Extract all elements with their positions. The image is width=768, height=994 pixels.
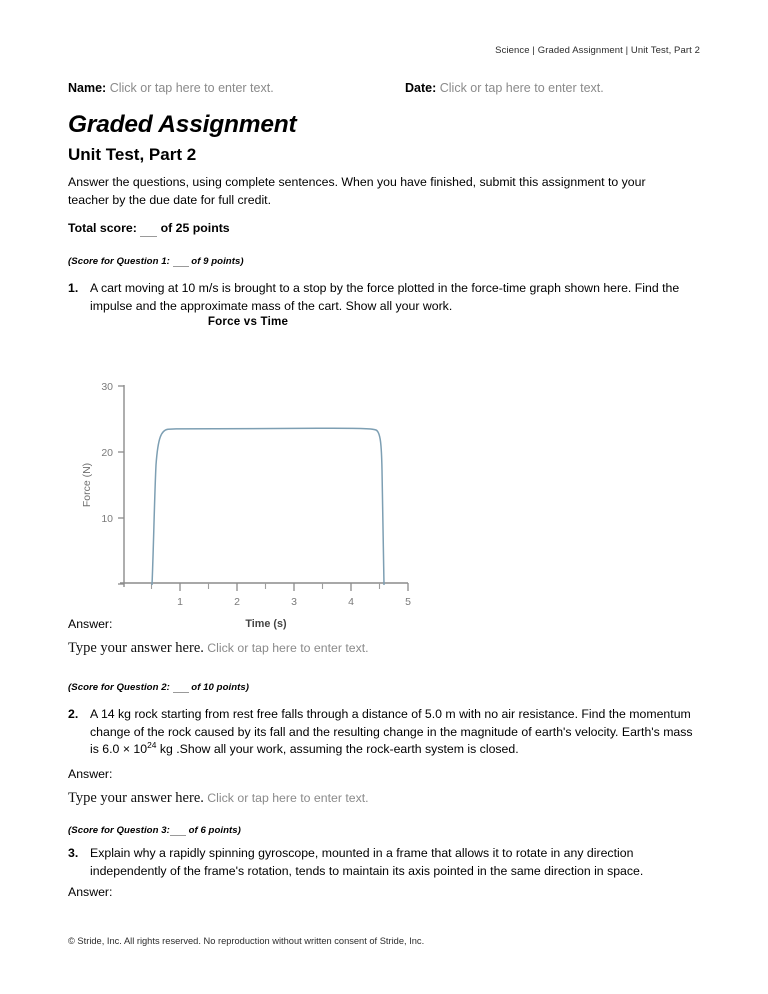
chart-x-axis-label: Time (s): [245, 618, 287, 630]
answer-label-q3: Answer:: [68, 885, 113, 899]
question-2-text-part1: A 14 kg rock starting from rest free falls through a distance of 5.0 m with no air resistance. Find the momentum change of the rock caused by its fall and the resulting change in the magnitude of earth's velocity. Earth's mass is 6.0: [90, 707, 693, 757]
question-3-number: 3.: [68, 846, 79, 860]
total-score-label: Total score:: [68, 221, 137, 235]
multiplication-sign: ×: [122, 742, 130, 757]
question-2-number: 2.: [68, 707, 79, 721]
chart-x-tick-labels: [177, 596, 411, 608]
chart-x-major-ticks: [180, 583, 408, 591]
score-q2-prefix: (Score for Question 2:: [68, 682, 170, 693]
chart-x-tick-2: 2: [234, 596, 240, 608]
copyright-footer: © Stride, Inc. All rights reserved. No reproduction without written consent of Stride, Inc.: [68, 936, 425, 946]
chart-y-tick-labels: [101, 381, 113, 525]
chart-x-tick-1: 1: [177, 596, 183, 608]
chart-force-curve: [152, 428, 384, 585]
total-score-line: [68, 220, 230, 238]
name-input-placeholder[interactable]: Click or tap here to enter text.: [109, 81, 274, 95]
question-3-text: Explain why a rapidly spinning gyroscope, mounted in a frame that allows it to rotate in any direction independently of the frame's rotation, tends to maintain its axis pointed in the same direction in space.: [90, 846, 644, 878]
score-q1-suffix: of 9 points): [191, 256, 244, 267]
total-score-suffix: of 25 points: [160, 221, 230, 235]
question-1-text: A cart moving at 10 m/s is brought to a stop by the force plotted in the force-time graph shown here. Find the impulse and the approximate mass of the cart. Show all your work.: [90, 281, 680, 313]
answer-entry-q1[interactable]: [68, 639, 369, 657]
question-2-text-base: 10: [130, 742, 148, 757]
answer-prompt-q2: Type your answer here.: [68, 790, 204, 806]
question-1-number: 1.: [68, 281, 79, 295]
question-3: [68, 845, 696, 880]
chart-y-tick-30: 30: [101, 381, 113, 393]
question-2-text-part2: kg .Show all your work, assuming the rock-earth system is closed.: [156, 742, 519, 757]
page-title: Graded Assignment: [68, 111, 297, 138]
score-q2-suffix: of 10 points): [191, 682, 249, 693]
answer-placeholder-q2[interactable]: Click or tap here to enter text.: [207, 791, 369, 805]
name-field[interactable]: [68, 80, 274, 96]
date-label: Date:: [405, 81, 437, 95]
chart-y-axis-label: Force (N): [81, 462, 93, 508]
chart-y-ticks: [118, 386, 124, 584]
score-q3-blank[interactable]: [170, 822, 186, 836]
chart-x-minor-ticks: [152, 583, 380, 589]
score-q2-blank[interactable]: [173, 679, 189, 693]
total-score-blank[interactable]: [140, 219, 157, 237]
answer-entry-q2[interactable]: [68, 789, 369, 807]
answer-label-q1: Answer:: [68, 617, 113, 631]
answer-label-q2: Answer:: [68, 767, 113, 781]
date-field[interactable]: [405, 80, 604, 96]
date-input-placeholder[interactable]: Click or tap here to enter text.: [439, 81, 604, 95]
chart-y-tick-10: 10: [101, 513, 113, 525]
score-q3-suffix: of 6 points): [188, 825, 241, 836]
score-line-q3: [68, 824, 241, 838]
page-subtitle: Unit Test, Part 2: [68, 145, 197, 164]
score-q3-prefix: (Score for Question 3:: [68, 825, 170, 836]
question-1: [68, 280, 696, 315]
score-line-q2: [68, 681, 249, 695]
score-q1-prefix: (Score for Question 1:: [68, 256, 170, 267]
chart-title: Force vs Time: [207, 315, 289, 328]
instructions-text: Answer the questions, using complete sentences. When you have finished, submit this assignment to your teacher by the due date for full credit.: [68, 175, 646, 207]
chart-x-tick-4: 4: [348, 596, 354, 608]
question-2: [68, 706, 696, 759]
score-line-q1: [68, 255, 244, 269]
question-2-exponent: 24: [147, 740, 157, 751]
answer-placeholder-q1[interactable]: Click or tap here to enter text.: [207, 641, 369, 655]
name-label: Name:: [68, 81, 107, 95]
chart-x-tick-3: 3: [291, 596, 297, 608]
chart-x-tick-5: 5: [405, 596, 411, 608]
chart-y-tick-20: 20: [101, 447, 113, 459]
question-2-text: [90, 706, 696, 759]
answer-prompt-q1: Type your answer here.: [68, 640, 204, 656]
running-header: Science | Graded Assignment | Unit Test, Part 2: [495, 45, 700, 56]
score-q1-blank[interactable]: [173, 253, 189, 267]
